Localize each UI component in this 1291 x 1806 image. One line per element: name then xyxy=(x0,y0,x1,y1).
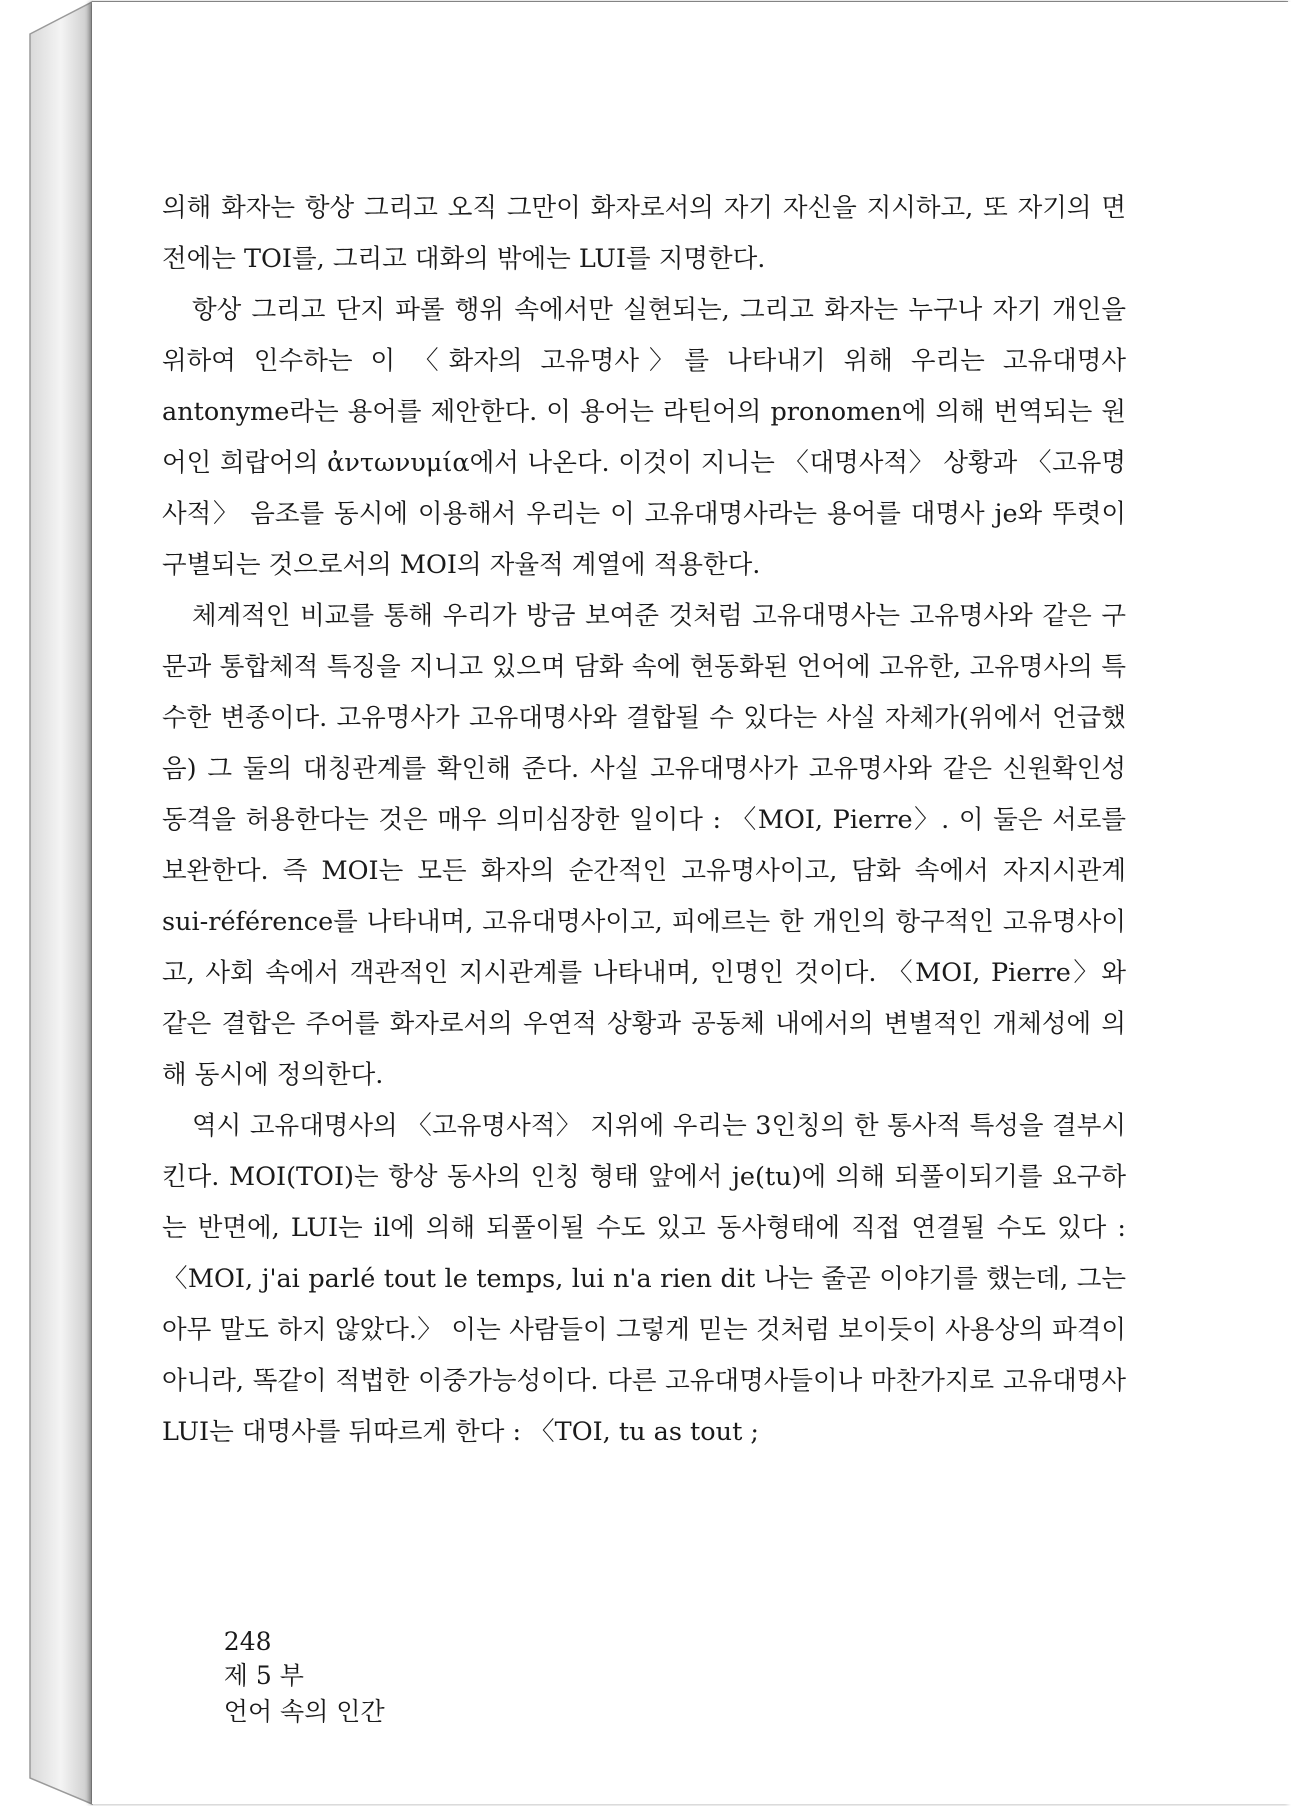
chapter-title: 언어 속의 인간 xyxy=(223,1697,385,1726)
body-text xyxy=(162,183,1126,1458)
paragraph-3: 체계적인 비교를 통해 우리가 방금 보여준 것처럼 고유대명사는 고유명사와 같은 구문과 통합체적 특징을 지니고 있으며 담화 속에 현동화된 언어에 고유한, 고유명사의 특수한 변종이다. 고유명사가 고유대명사와 결합될 수 있다는 사실 자체가(위에서 언급했음) 그 둘의 대칭관계를 확인해 준다. 사실 고유대명사가 고유명사와 같은 신원확인성 동격을 허용한다는 것은 매우 의미심장한 일이다 : 〈MOI, Pierre〉. 이 둘은 서로를 보완한다. 즉 MOI는 모든 화자의 순간적인 고유명사이고, 담화 속에서 자지시관계 sui-référence를 나타내며, 고유대명사이고, 피에르는 한 개인의 항구적인 고유명사이고, 사회 속에서 객관적인 지시관계를 나타내며, 인명인 것이다. 〈MOI, Pierre〉와 같은 결합은 주어를 화자로서의 우연적 상황과 공동체 내에서의 변별적인 개체성에 의해 동시에 정의한다. xyxy=(162,601,1126,1090)
paragraph-1: 의해 화자는 항상 그리고 오직 그만이 화자로서의 자기 자신을 지시하고, 또 자기의 면전에는 TOI를, 그리고 대화의 밖에는 LUI를 지명한다. xyxy=(162,193,1126,274)
part-label: 제 5 부 xyxy=(223,1661,304,1690)
paragraph-2: 항상 그리고 단지 파롤 행위 속에서만 실현되는, 그리고 화자는 누구나 자기 개인을 위하여 인수하는 이 〈화자의 고유명사〉를 나타내기 위해 우리는 고유대명사 antonyme라는 용어를 제안한다. 이 용어는 라틴어의 pronomen에 의해 번역되는 원어인 희랍어의 ἀντωνυμία에서 나온다. 이것이 지니는 〈대명사적〉 상황과 〈고유명사적〉 음조를 동시에 이용해서 우리는 이 고유대명사라는 용어를 대명사 je와 뚜렷이 구별되는 것으로서의 MOI의 자율적 계열에 적용한다. xyxy=(162,295,1126,580)
page-number: 248 xyxy=(223,1627,272,1656)
page-footer xyxy=(192,1598,407,1757)
paragraph-4: 역시 고유대명사의 〈고유명사적〉 지위에 우리는 3인칭의 한 통사적 특성을 결부시킨다. MOI(TOI)는 항상 동사의 인칭 형태 앞에서 je(tu)에 의해 되풀이되기를 요구하는 반면에, LUI는 il에 의해 되풀이될 수도 있고 동사형태에 직접 연결될 수도 있다 : 〈MOI, j'ai parlé tout le temps, lui n'a rien dit 나는 줄곧 이야기를 했는데, 그는 아무 말도 하지 않았다.〉 이는 사람들이 그렇게 믿는 것처럼 보이듯이 사용상의 파격이 아니라, 똑같이 적법한 이중가능성이다. 다른 고유대명사들이나 마찬가지로 고유대명사 LUI는 대명사를 뒤따르게 한다 : 〈TOI, tu as tout ; xyxy=(162,1111,1126,1447)
